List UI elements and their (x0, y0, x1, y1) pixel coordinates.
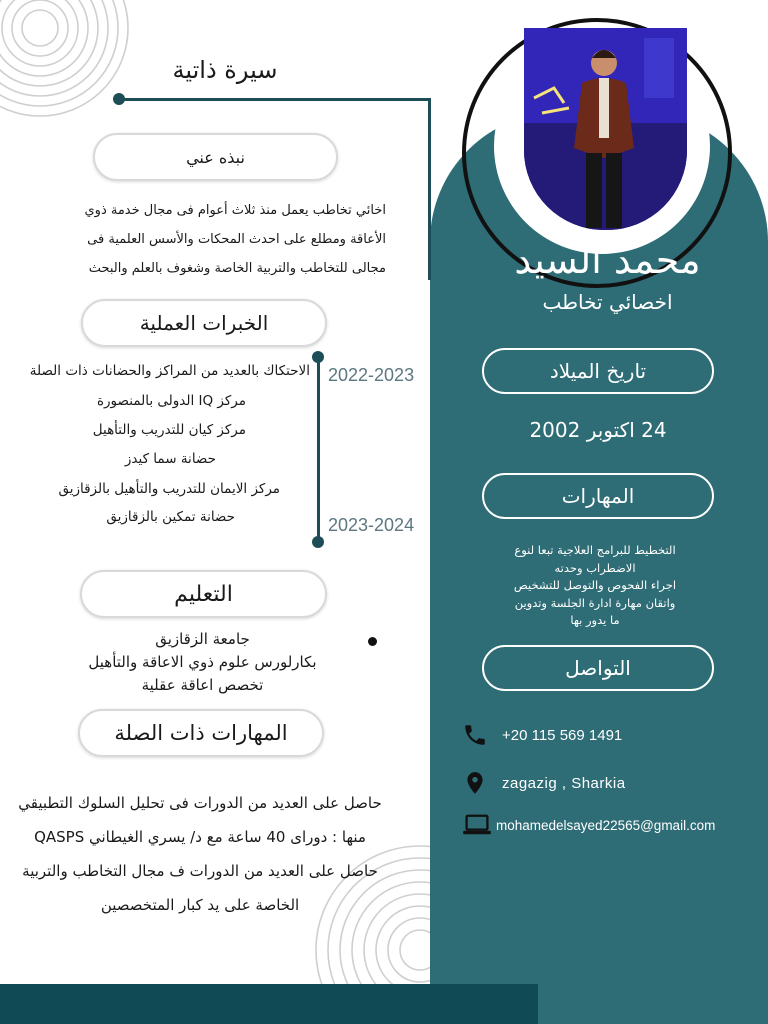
experience-item: مركز IQ الدولى بالمنصورة (96, 393, 246, 409)
contact-heading-pill (482, 645, 714, 691)
profile-photo (524, 28, 687, 230)
birth-heading: تاريخ الميلاد (549, 359, 647, 383)
skills-heading-pill (482, 473, 714, 519)
timeline-dot-bottom (312, 536, 324, 548)
timeline-line (317, 357, 320, 542)
related-skills-line: حاصل على العديد من الدورات فى تحليل السلوك التطبيقي (18, 794, 382, 812)
birth-heading-pill (482, 348, 714, 394)
laptop-icon (462, 812, 492, 838)
skills-line: واتقان مهارة ادارة الجلسة وتدوين (514, 595, 676, 610)
experience-heading-pill (81, 299, 327, 347)
about-line: مجالى للتخاطب والتربية الخاصة وشغوف بالعلم والبحث (88, 261, 386, 276)
related-skills-heading-pill (78, 709, 324, 757)
experience-item: مركز كيان للتدريب والتأهيل (92, 422, 246, 438)
contact-phone-row[interactable] (462, 722, 622, 748)
contact-location-row[interactable] (462, 770, 626, 796)
education-heading-pill (80, 570, 327, 618)
related-skills-text (0, 786, 400, 922)
about-line: الأعاقة ومطلع على احدث المحكات والأسس العلمية فى (87, 232, 386, 247)
education-heading: التعليم (174, 581, 233, 607)
education-line: جامعة الزقازيق (155, 630, 250, 648)
related-skills-line: منها : دوراى 40 ساعة مع د/ يسري الغيطاني QASPS (34, 828, 366, 846)
profile-name: محمد السيد (514, 238, 701, 282)
page-title: سيرة ذاتية (172, 56, 278, 84)
education-line: تخصص اعاقة عقلية (141, 676, 264, 694)
year-start: 2022-2023 (328, 365, 415, 385)
experience-item: حضانة سما كيدز (124, 451, 216, 467)
contact-location: zagazig , Sharkia (502, 774, 626, 792)
related-skills-line: الخاصة على يد كبار المتخصصين (100, 896, 300, 914)
contact-email[interactable]: mohamedelsayed22565@gmail.com (496, 817, 716, 833)
footer-bar (0, 984, 538, 1024)
about-text (30, 196, 386, 283)
skills-line: الاضطراب وحدته (554, 560, 636, 575)
education-text (40, 628, 365, 697)
location-pin-icon (462, 770, 488, 796)
experience-item: مركز الايمان للتدريب والتأهيل بالزقازيق (58, 481, 280, 497)
skills-text (470, 542, 720, 630)
skills-line: التخطيط للبرامج العلاجية تبعا لنوع (514, 543, 676, 557)
birth-date: 24 اكتوبر 2002 (529, 418, 667, 442)
profile-role: اخصائي تخاطب (542, 290, 673, 314)
experience-item: حضانة تمكين بالزقازيق (106, 509, 235, 525)
about-heading-pill (93, 133, 338, 181)
experience-item: الاحتكاك بالعديد من المراكز والحضانات ذات الصلة (29, 363, 310, 379)
experience-heading: الخبرات العملية (139, 311, 269, 335)
contact-phone[interactable]: +20 115 569 1491 (502, 726, 623, 744)
education-line: بكارلورس علوم ذوي الاعاقة والتأهيل (88, 653, 317, 671)
bullet-dot (368, 637, 377, 646)
decorative-arcs-top (0, 0, 130, 130)
phone-icon (462, 722, 488, 748)
contact-email-row[interactable] (462, 812, 715, 838)
skills-heading: المهارات (561, 484, 635, 508)
year-end: 2023-2024 (328, 515, 415, 535)
title-line-horizontal (120, 98, 430, 101)
related-skills-line: حاصل على العديد من الدورات ف مجال التخاطب والتربية (22, 862, 378, 880)
title-line-vertical (428, 98, 431, 280)
about-heading: نبذه عني (186, 147, 245, 167)
about-line: اخائي تخاطب يعمل منذ ثلاث أعوام فى مجال خدمة ذوي (84, 203, 386, 218)
skills-line: اجراء الفحوص والتوصل للتشخيص (513, 578, 677, 592)
skills-line: ما يدور بها (570, 613, 620, 627)
contact-heading: التواصل (565, 656, 631, 680)
related-skills-heading: المهارات ذات الصلة (114, 721, 288, 745)
